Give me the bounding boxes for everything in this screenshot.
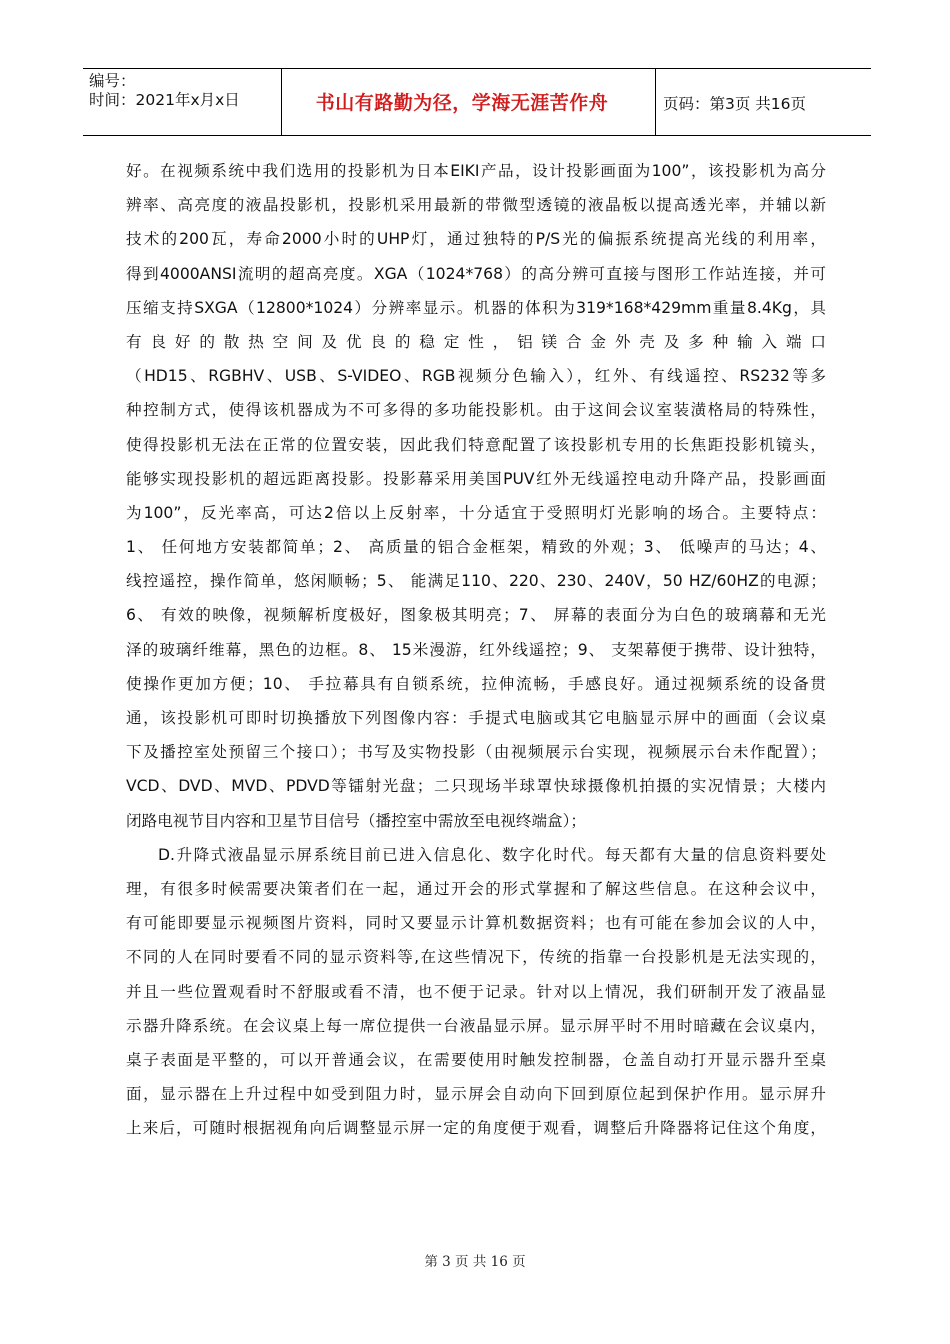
body-line: 种控制方式，使得该机器成为不可多得的多功能投影机。由于这间会议室装潢格局的特殊性， (126, 401, 826, 420)
header-divider-right (655, 68, 656, 136)
body-line: 为100”，反光率高，可达2倍以上反射率，十分适宜于受照明灯光影响的场合。主要特点： (126, 503, 826, 522)
page-header (83, 68, 871, 136)
body-line: 辨率、高亮度的液晶投影机，投影机采用最新的带微型透镜的液晶板以提高透光率，并辅以新 (126, 196, 826, 215)
body-line: 不同的人在同时要看不同的显示资料等,在这些情况下，传统的指靠一台投影机是无法实现的， (126, 948, 826, 967)
header-top-rule (83, 68, 871, 69)
body-line: 线控遥控，操作简单，悠闲顺畅；5、 能满足110、220、230、240V，50 HZ/60HZ的电源； (126, 572, 826, 591)
body-line: VCD、DVD、MVD、PDVD等镭射光盘；二只现场半球罩快球摄像机拍摄的实况情景；大楼内 (126, 777, 826, 796)
body-line: 闭路电视节目内容和卫星节目信号（播控室中需放至电视终端盒）； (126, 811, 587, 830)
body-line: 能够实现投影机的超远距离投影。投影幕采用美国PUV红外无线遥控电动升降产品，投影画面 (126, 469, 826, 488)
body-line: 桌子表面是平整的，可以开普通会议，在需要使用时触发控制器，仓盖自动打开显示器升至桌 (126, 1050, 826, 1069)
body-line: 好。在视频系统中我们选用的投影机为日本EIKI产品，设计投影画面为100”，该投影机为高分 (126, 162, 826, 180)
body-line: 并且一些位置观看时不舒服或看不清，也不便于记录。针对以上情况，我们研制开发了液晶显 (126, 982, 826, 1001)
header-meta (89, 72, 240, 110)
body-line: 压缩支持SXGA（12800*1024）分辨率显示。机器的体积为319*168*429mm重量8.4Kg，具 (126, 298, 826, 317)
document-body (126, 154, 826, 1145)
body-line: 下及播控室处预留三个接口）；书写及实物投影（由视频展示台实现，视频展示台未作配置）； (126, 743, 826, 762)
body-line: 使操作更加方便；10、 手拉幕具有自锁系统，拉伸流畅，手感良好。通过视频系统的设备贯 (126, 674, 826, 693)
header-bottom-rule (83, 135, 871, 136)
header-date-label: 时间：2021年x月x日 (89, 91, 240, 109)
header-motto: 书山有路勤为径，学海无涯苦作舟 (315, 92, 609, 114)
body-line: 通，该投影机可即时切换播放下列图像内容：手提式电脑或其它电脑显示屏中的画面（会议桌 (126, 709, 826, 727)
body-line: 理，有很多时候需要决策者们在一起，通过开会的形式掌握和了解这些信息。在这种会议中， (126, 879, 826, 898)
body-line: 上来后，可随时根据视角向后调整显示屏一定的角度便于观看，调整后升降器将记住这个角度， (126, 1119, 826, 1138)
body-line: 示器升降系统。在会议桌上每一席位提供一台液晶显示屏。显示屏平时不用时暗藏在会议桌内， (126, 1016, 826, 1035)
body-line: 技术的200瓦，寿命2000小时的UHP灯，通过独特的P/S光的偏振系统提高光线的利用率， (126, 230, 826, 249)
body-line: 泽的玻璃纤维幕，黑色的边框。8、 15米漫游，红外线遥控；9、 支架幕便于携带、设计独特， (126, 640, 826, 659)
body-line: 有可能即要显示视频图片资料，同时又要显示计算机数据资料；也有可能在参加会议的人中， (126, 914, 826, 933)
page-footer: 第 3 页 共 16 页 (424, 1254, 526, 1270)
header-page-label: 页码：第3页 共16页 (663, 95, 807, 113)
body-line: 得到4000ANSI流明的超高亮度。XGA（1024*768）的高分辨可直接与图形工作站连接，并可 (126, 264, 826, 283)
header-number-label: 编号： (89, 72, 136, 90)
body-line: D.升降式液晶显示屏系统目前已进入信息化、数字化时代。每天都有大量的信息资料要处 (158, 845, 826, 864)
body-line: 有良好的散热空间及优良的稳定性，铝镁合金外壳及多种输入端口 (126, 332, 826, 351)
body-line: 面，显示器在上升过程中如受到阻力时，显示屏会自动向下回到原位起到保护作用。显示屏升 (126, 1085, 826, 1104)
body-line: 6、 有效的映像，视频解析度极好，图象极其明亮；7、 屏幕的表面分为白色的玻璃幕和无光 (126, 606, 826, 625)
body-line: 使得投影机无法在正常的位置安装，因此我们特意配置了该投影机专用的长焦距投影机镜头， (126, 435, 826, 454)
body-line: 1、 任何地方安装都简单；2、 高质量的铝合金框架，精致的外观；3、 低噪声的马达；4、 (126, 538, 826, 557)
header-divider-left (281, 68, 282, 136)
body-line: （HD15、RGBHV、USB、S-VIDEO、RGB视频分色输入），红外、有线遥控、RS232等多 (126, 367, 826, 386)
